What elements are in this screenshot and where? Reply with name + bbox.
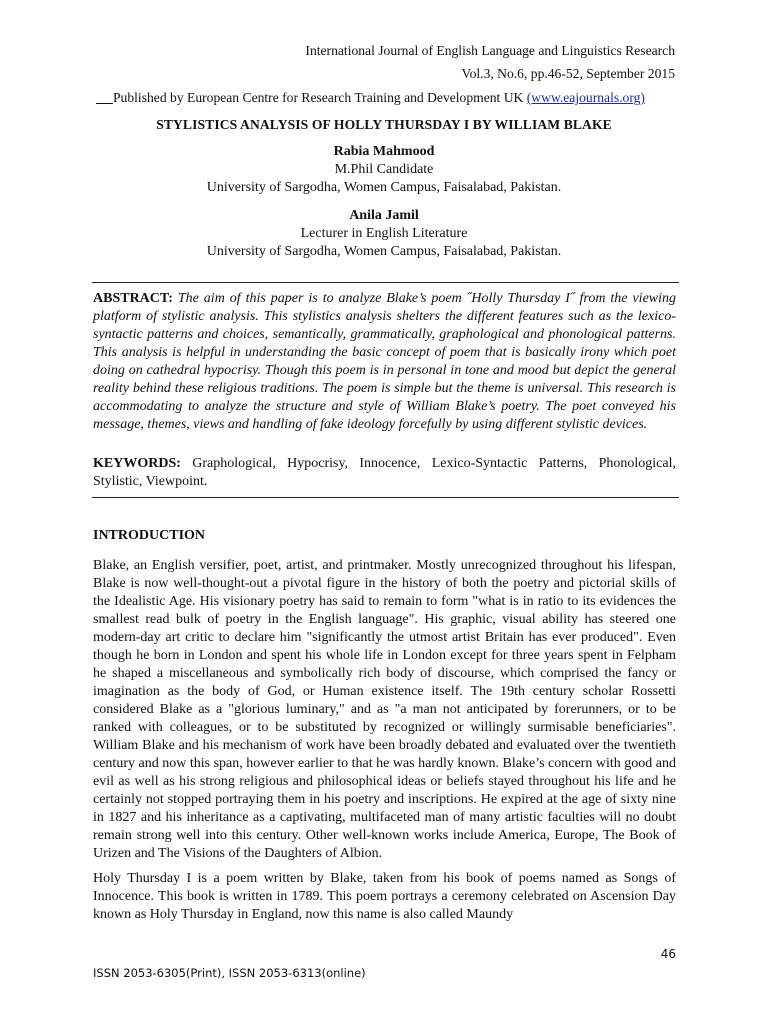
publisher-link[interactable]: (www.eajournals.org): [526, 90, 645, 105]
journal-name: International Journal of English Language and Linguistics Research: [305, 43, 675, 58]
author-role: Lecturer in English Literature: [300, 226, 468, 241]
keywords-text: Graphological, Hypocrisy, Innocence, Lexico-Syntactic Patterns, Phonological, Stylistic, Viewpoint.: [93, 456, 676, 489]
body-paragraph: Holy Thursday I is a poem written by Blake, taken from his book of poems named as Songs of Innocence. This book is written in 1789. This poem portrays a ceremony celebrated on Ascension Day known as Holy Thursday in England, now this name is also called Maundy: [93, 871, 676, 922]
abstract-label: ABSTRACT:: [93, 291, 173, 306]
publisher-text: Published by European Centre for Research Training and Development UK: [113, 90, 524, 105]
volume-info: Vol.3, No.6, pp.46-52, September 2015: [461, 66, 675, 81]
keywords-label: KEYWORDS:: [93, 456, 181, 471]
footer-issn: ISSN 2053-6305(Print), ISSN 2053-6313(online): [93, 966, 366, 980]
abstract-bottom-divider: [92, 497, 679, 498]
author-block-1: [0, 143, 768, 197]
abstract-top-divider: [92, 282, 679, 283]
author-role: M.Phil Candidate: [334, 162, 434, 177]
author-name: Anila Jamil: [349, 208, 419, 223]
author-affiliation: University of Sargodha, Women Campus, Faisalabad, Pakistan.: [206, 180, 562, 195]
author-name: Rabia Mahmood: [333, 144, 435, 159]
section-heading: INTRODUCTION: [93, 528, 206, 543]
page-number: 46: [660, 947, 676, 961]
publisher-lead-space: [96, 90, 113, 105]
abstract-block: [93, 290, 676, 434]
publisher-line: [96, 88, 645, 107]
author-affiliation: University of Sargodha, Women Campus, Faisalabad, Pakistan.: [206, 244, 562, 259]
paper-title: STYLISTICS ANALYSIS OF HOLLY THURSDAY I BY WILLIAM BLAKE: [156, 117, 612, 132]
body-paragraph: Blake, an English versifier, poet, artist, and printmaker. Mostly unrecognized throughout his lifespan, Blake is now well-thought-out a pivotal figure in the history of both the poetry and pictorial skills of the Idealistic Age. His visionary poetry has said to remain to form "what is in ratio to its evidences the smallest read bulk of poetry in the English language". His graphic, visual ability has steered one modern-day art critic to declare him "significantly the utmost artist Britain has ever produced". Even though he born in London and spent his whole life in London except for three years spent in Felpham he shaped a miscellaneous and symbolically rich body of discourse, which comprised the fancy or imagination as the body of God, or Human existence itself. The 19th century scholar Rossetti considered Blake as a "glorious luminary," and as "a man not anticipated by forerunners, or to be ranked with colleagues, or to be substituted by recognized or willingly surmisable beneficiaries". William Blake and his mechanism of work have been broadly debated and evaluated over the twentieth century and now this span, however earlier to that he was hardly known. Blake’s concern with good and evil as well as his strong religious and philosophical ideas or beliefs stayed throughout his life and he certainly not stopped portraying them in his poetry and inscriptions. He expired at the age of sixty nine in 1827 and his inheritance as a captivating, multifaceted man of many artistic faculties will no doubt remain strong well into this century. Other well-known works include America, Europe, The Book of Urizen and The Visions of the Daughters of Albion.: [93, 558, 676, 861]
author-block-2: [0, 207, 768, 261]
keywords-block: [93, 455, 676, 491]
abstract-text: The aim of this paper is to analyze Blake’s poem ˝Holly Thursday I˝ from the viewing platform of stylistic analysis. This stylistics analysis shelters the different features such as the lexico-syntactic patterns and choices, semantically, grammatically, graphological and phonological patterns. This analysis is helpful in understanding the basic concept of poem that is basically irony which poet doing on cathedral hypocrisy. Though this poem is in personal in tone and mood but depict the general reality behind these religious traditions. The poem is simple but the theme is universal. This research is accommodating to analyze the structure and style of William Blake’s poetry. The poet conveyed his message, themes, views and handling of fake ideology forcefully by using different stylistic devices.: [93, 291, 677, 432]
